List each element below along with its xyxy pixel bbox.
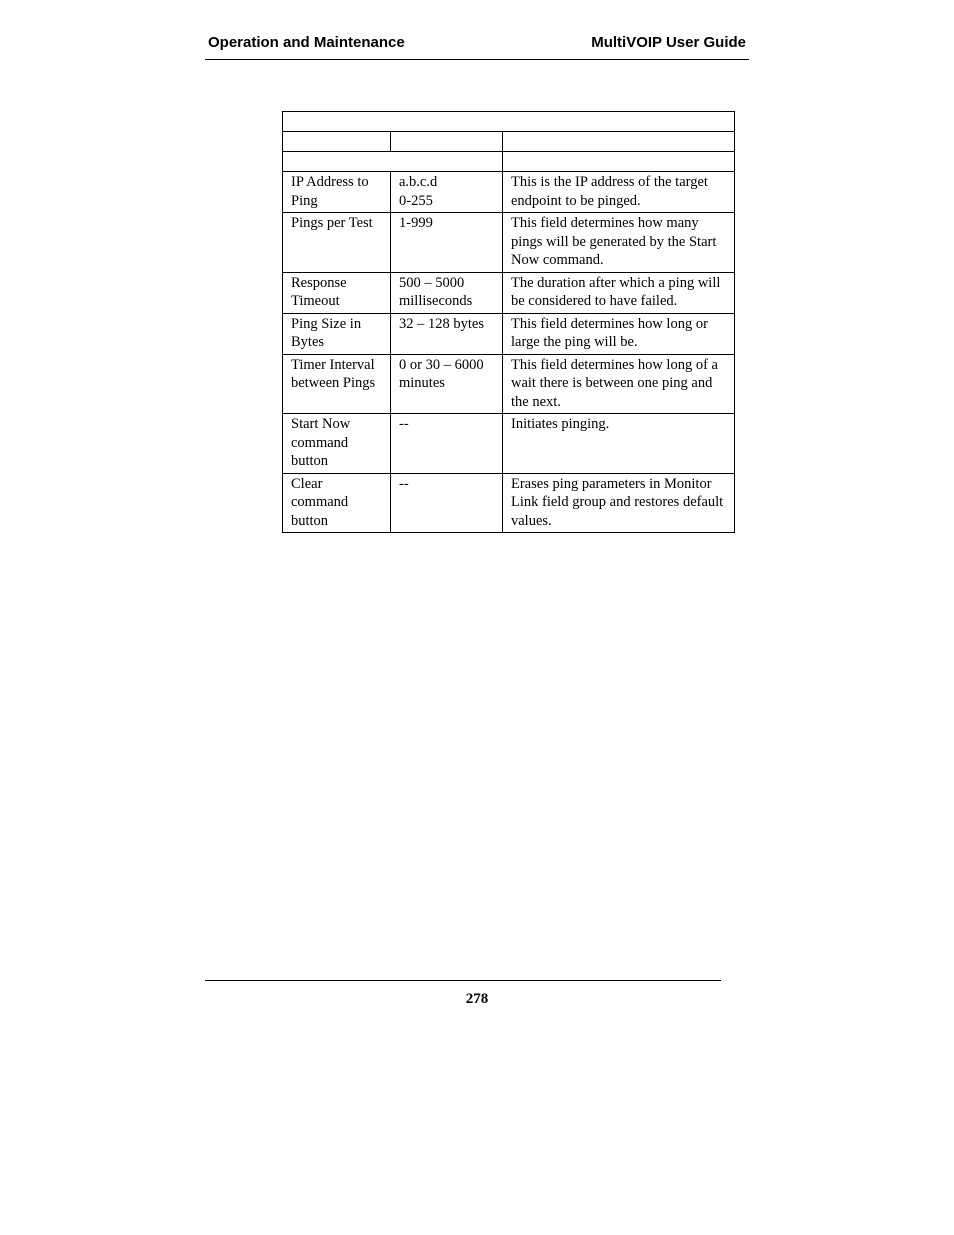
values-cell <box>391 414 503 474</box>
description-cell <box>503 473 735 533</box>
table-row <box>283 354 735 414</box>
group-header-detail <box>503 152 735 172</box>
values-cell <box>391 473 503 533</box>
field-name-cell <box>283 473 391 533</box>
field-name: Timer Interval between Pings <box>291 356 376 391</box>
description-cell <box>503 213 735 273</box>
field-name-cell <box>283 272 391 313</box>
table-row <box>283 414 735 474</box>
field-name-cell <box>283 313 391 354</box>
description-cell <box>503 313 735 354</box>
field-name: Pings per Test <box>291 215 373 231</box>
table-row <box>283 172 735 213</box>
page-number: 278 <box>465 991 489 1007</box>
field-name: Start Now command button <box>291 416 351 469</box>
field-values: -- <box>399 475 409 492</box>
field-name: Ping Size in Bytes <box>291 315 362 350</box>
table-title-row <box>283 112 735 132</box>
field-name-cell <box>283 414 391 474</box>
guide-title: MultiVOIP User Guide <box>591 34 746 51</box>
table-header-row <box>283 132 735 152</box>
section-title: Operation and Maintenance <box>208 34 405 51</box>
values-cell <box>391 172 503 213</box>
ping-parameters-table <box>282 111 735 533</box>
table-row <box>283 272 735 313</box>
field-name: Clear command button <box>291 475 349 529</box>
field-description: This field determines how many pings will be generated by the Start Now command. <box>511 215 717 268</box>
values-cell <box>391 213 503 273</box>
values-cell <box>391 313 503 354</box>
field-description: Initiates pinging. <box>511 416 610 432</box>
field-name: IP Address to Ping <box>291 174 369 209</box>
field-values: a.b.c.d 0-255 <box>399 174 438 209</box>
group-header-row <box>283 152 735 172</box>
column-header-values <box>391 132 503 152</box>
table-title <box>283 112 735 132</box>
field-description: The duration after which a ping will be considered to have failed. <box>511 274 721 309</box>
table-row <box>283 473 735 533</box>
description-cell <box>503 414 735 474</box>
field-description: This is the IP address of the target endpoint to be pinged. <box>511 174 708 209</box>
footer-divider <box>205 980 721 981</box>
field-values: 500 – 5000 milliseconds <box>399 274 473 309</box>
column-header-field <box>283 132 391 152</box>
field-values: 1-999 <box>399 215 433 231</box>
field-name-cell <box>283 354 391 414</box>
description-cell <box>503 354 735 414</box>
field-description: This field determines how long or large the ping will be. <box>511 315 708 350</box>
field-values: -- <box>399 416 409 432</box>
description-cell <box>503 272 735 313</box>
group-header-label <box>283 152 503 172</box>
description-cell <box>503 172 735 213</box>
table-row <box>283 313 735 354</box>
field-values: 32 – 128 bytes <box>399 315 484 332</box>
field-description: This field determines how long of a wait there is between one ping and the next. <box>511 356 718 410</box>
field-description: Erases ping parameters in Monitor Link field group and restores default values. <box>511 475 724 529</box>
field-name-cell <box>283 172 391 213</box>
field-name-cell <box>283 213 391 273</box>
field-values: 0 or 30 – 6000 minutes <box>399 356 484 391</box>
table-row <box>283 213 735 273</box>
values-cell <box>391 272 503 313</box>
field-name: Response Timeout <box>291 274 347 309</box>
values-cell <box>391 354 503 414</box>
column-header-description <box>503 132 735 152</box>
page-header <box>205 32 749 60</box>
